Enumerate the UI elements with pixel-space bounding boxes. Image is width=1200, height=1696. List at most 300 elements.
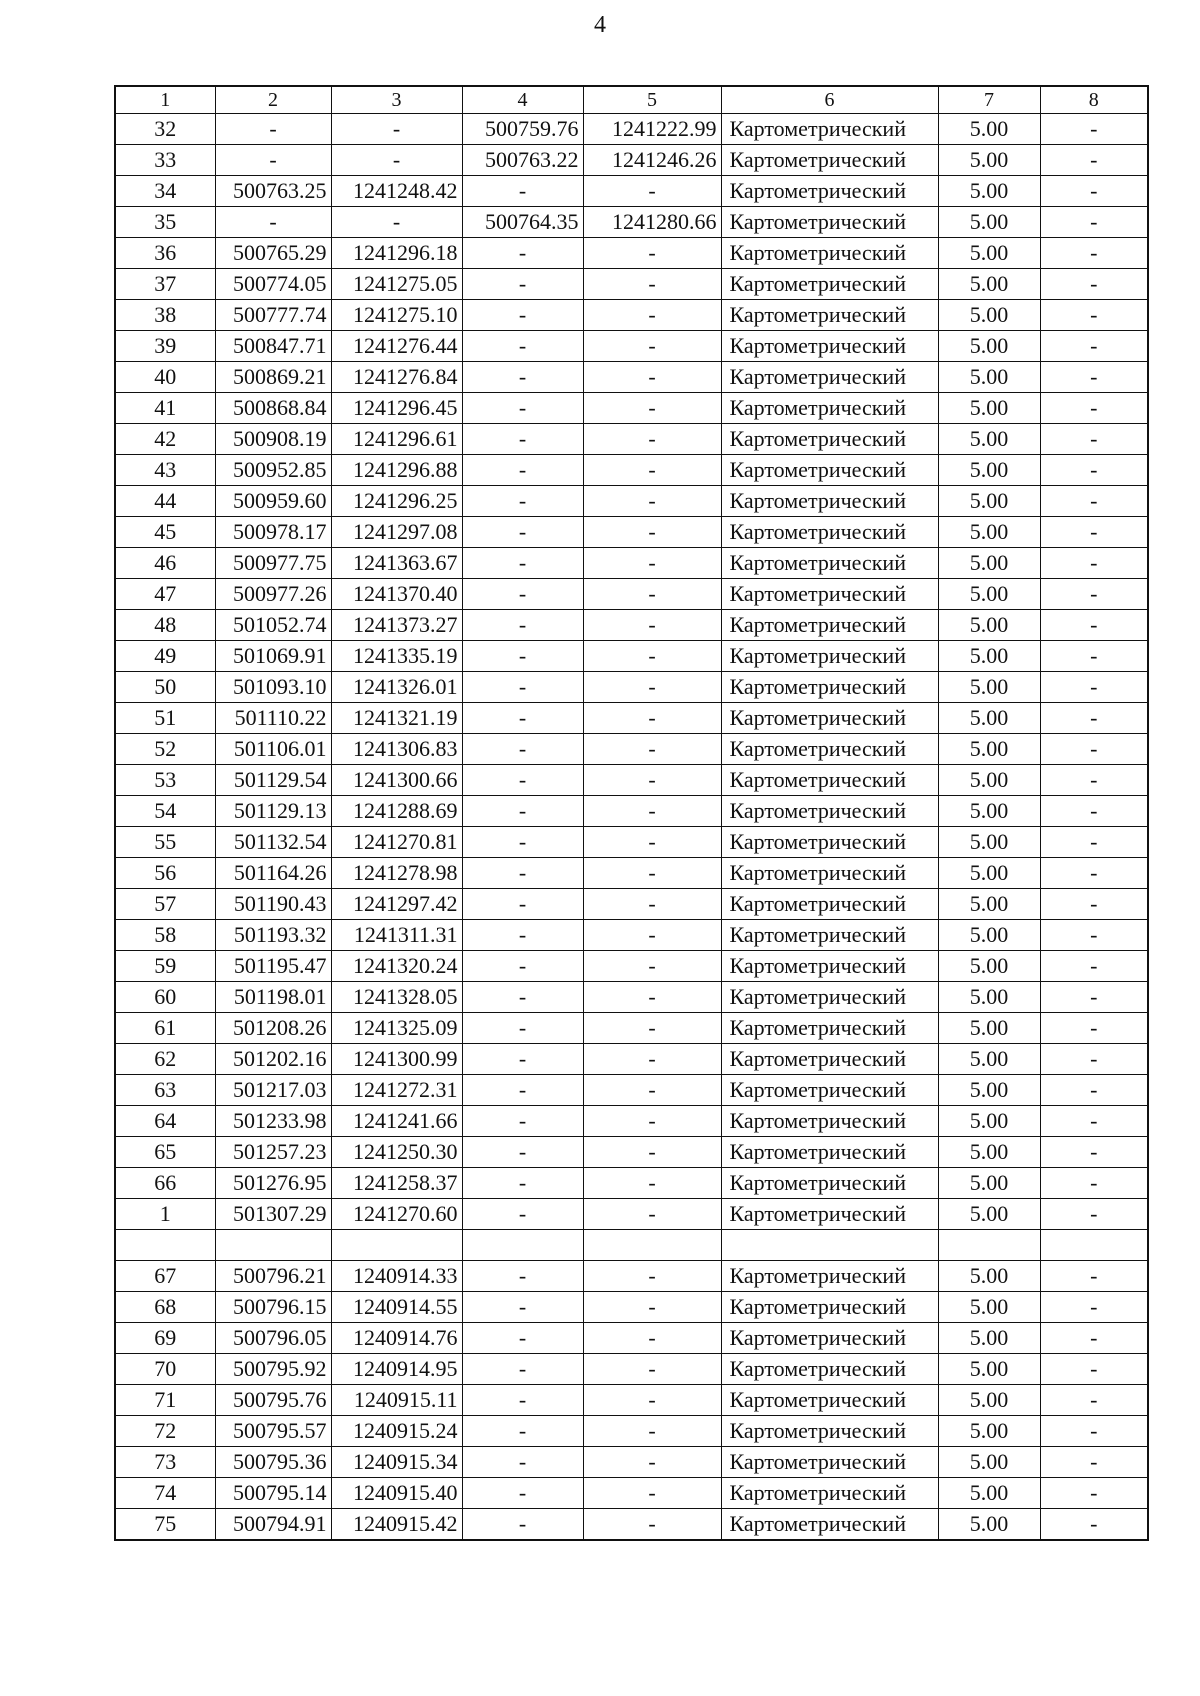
x-coord-cell: 501110.22 <box>215 703 331 734</box>
x-coord-cell: 500794.91 <box>215 1509 331 1541</box>
point-number-cell: 44 <box>115 486 215 517</box>
point-number-cell: 51 <box>115 703 215 734</box>
x-coord-cell: 500847.71 <box>215 331 331 362</box>
description-cell: - <box>1040 1261 1148 1292</box>
y-coord-cell: 1241335.19 <box>331 641 462 672</box>
page-number: 4 <box>594 12 606 38</box>
point-number-cell: 56 <box>115 858 215 889</box>
x-coord-cell: 500765.29 <box>215 238 331 269</box>
method-cell: Картометрический <box>721 114 938 145</box>
point-number-cell: 1 <box>115 1199 215 1230</box>
x-coord-alt-cell: - <box>462 1013 583 1044</box>
description-cell: - <box>1040 1416 1148 1447</box>
x-coord-alt-cell: - <box>462 1416 583 1447</box>
accuracy-cell: 5.00 <box>938 300 1040 331</box>
description-cell: - <box>1040 1013 1148 1044</box>
x-coord-cell: 501198.01 <box>215 982 331 1013</box>
y-coord-cell: 1241270.81 <box>331 827 462 858</box>
y-coord-alt-cell: - <box>583 517 721 548</box>
table-row <box>115 1447 1148 1478</box>
x-coord-cell: 501132.54 <box>215 827 331 858</box>
x-coord-cell: 501307.29 <box>215 1199 331 1230</box>
x-coord-alt-cell: - <box>462 579 583 610</box>
y-coord-cell: 1241297.42 <box>331 889 462 920</box>
y-coord-cell: 1241276.44 <box>331 331 462 362</box>
x-coord-cell: 501093.10 <box>215 672 331 703</box>
accuracy-cell: 5.00 <box>938 1137 1040 1168</box>
accuracy-cell: 5.00 <box>938 238 1040 269</box>
accuracy-cell: 5.00 <box>938 1075 1040 1106</box>
x-coord-cell: 501233.98 <box>215 1106 331 1137</box>
x-coord-alt-cell: - <box>462 982 583 1013</box>
y-coord-alt-cell: - <box>583 1199 721 1230</box>
column-header: 2 <box>215 86 331 114</box>
table-row <box>115 1013 1148 1044</box>
point-number-cell: 33 <box>115 145 215 176</box>
y-coord-cell: 1241370.40 <box>331 579 462 610</box>
x-coord-cell: - <box>215 114 331 145</box>
method-cell: Картометрический <box>721 672 938 703</box>
point-number-cell: 71 <box>115 1385 215 1416</box>
y-coord-alt-cell: - <box>583 1075 721 1106</box>
x-coord-alt-cell: - <box>462 362 583 393</box>
method-cell: Картометрический <box>721 207 938 238</box>
table-row <box>115 548 1148 579</box>
accuracy-cell: 5.00 <box>938 827 1040 858</box>
table-row <box>115 1168 1148 1199</box>
description-cell: - <box>1040 1292 1148 1323</box>
point-number-cell: 60 <box>115 982 215 1013</box>
table-row <box>115 889 1148 920</box>
y-coord-alt-cell: - <box>583 1013 721 1044</box>
column-header: 6 <box>721 86 938 114</box>
table-row <box>115 765 1148 796</box>
x-coord-alt-cell: - <box>462 641 583 672</box>
table-row <box>115 703 1148 734</box>
x-coord-alt-cell: - <box>462 1323 583 1354</box>
description-cell: - <box>1040 424 1148 455</box>
point-number-cell: 50 <box>115 672 215 703</box>
y-coord-alt-cell: - <box>583 393 721 424</box>
y-coord-alt-cell: 1241222.99 <box>583 114 721 145</box>
table-body <box>115 86 1148 1540</box>
x-coord-alt-cell: - <box>462 920 583 951</box>
y-coord-alt-cell <box>583 1230 721 1261</box>
y-coord-cell: 1241311.31 <box>331 920 462 951</box>
method-cell: Картометрический <box>721 1106 938 1137</box>
description-cell: - <box>1040 765 1148 796</box>
y-coord-alt-cell: - <box>583 579 721 610</box>
table-row <box>115 1137 1148 1168</box>
accuracy-cell: 5.00 <box>938 176 1040 207</box>
y-coord-alt-cell: - <box>583 703 721 734</box>
accuracy-cell: 5.00 <box>938 1509 1040 1541</box>
table-row <box>115 362 1148 393</box>
table-row <box>115 1075 1148 1106</box>
y-coord-cell: 1241320.24 <box>331 951 462 982</box>
accuracy-cell: 5.00 <box>938 486 1040 517</box>
accuracy-cell: 5.00 <box>938 1013 1040 1044</box>
y-coord-alt-cell: - <box>583 1478 721 1509</box>
x-coord-alt-cell: - <box>462 672 583 703</box>
y-coord-cell: 1240914.33 <box>331 1261 462 1292</box>
point-number-cell: 54 <box>115 796 215 827</box>
description-cell: - <box>1040 114 1148 145</box>
method-cell: Картометрический <box>721 579 938 610</box>
x-coord-alt-cell: - <box>462 796 583 827</box>
x-coord-alt-cell <box>462 1230 583 1261</box>
y-coord-alt-cell: - <box>583 796 721 827</box>
method-cell: Картометрический <box>721 238 938 269</box>
method-cell: Картометрический <box>721 1199 938 1230</box>
x-coord-alt-cell: - <box>462 1354 583 1385</box>
description-cell: - <box>1040 1323 1148 1354</box>
y-coord-alt-cell: - <box>583 1168 721 1199</box>
description-cell: - <box>1040 610 1148 641</box>
point-number-cell: 58 <box>115 920 215 951</box>
x-coord-alt-cell: - <box>462 1137 583 1168</box>
x-coord-cell: 500796.15 <box>215 1292 331 1323</box>
table-row <box>115 238 1148 269</box>
x-coord-alt-cell: - <box>462 951 583 982</box>
table-row <box>115 982 1148 1013</box>
description-cell: - <box>1040 951 1148 982</box>
point-number-cell: 70 <box>115 1354 215 1385</box>
point-number-cell: 65 <box>115 1137 215 1168</box>
x-coord-alt-cell: 500759.76 <box>462 114 583 145</box>
point-number-cell: 74 <box>115 1478 215 1509</box>
x-coord-cell: 500977.26 <box>215 579 331 610</box>
y-coord-alt-cell: - <box>583 982 721 1013</box>
x-coord-cell: 501129.13 <box>215 796 331 827</box>
x-coord-cell: 500978.17 <box>215 517 331 548</box>
y-coord-cell: - <box>331 114 462 145</box>
x-coord-alt-cell: - <box>462 1106 583 1137</box>
y-coord-cell: 1241275.05 <box>331 269 462 300</box>
y-coord-alt-cell: - <box>583 300 721 331</box>
y-coord-alt-cell: - <box>583 1106 721 1137</box>
x-coord-alt-cell: 500764.35 <box>462 207 583 238</box>
y-coord-cell: 1240915.40 <box>331 1478 462 1509</box>
x-coord-cell: - <box>215 207 331 238</box>
x-coord-alt-cell: - <box>462 1447 583 1478</box>
method-cell: Картометрический <box>721 1168 938 1199</box>
y-coord-alt-cell: - <box>583 238 721 269</box>
y-coord-cell: 1240915.34 <box>331 1447 462 1478</box>
table-row <box>115 486 1148 517</box>
method-cell: Картометрический <box>721 1137 938 1168</box>
x-coord-alt-cell: - <box>462 300 583 331</box>
description-cell: - <box>1040 703 1148 734</box>
description-cell: - <box>1040 1075 1148 1106</box>
method-cell: Картометрический <box>721 1323 938 1354</box>
method-cell: Картометрический <box>721 1044 938 1075</box>
description-cell: - <box>1040 920 1148 951</box>
y-coord-cell: 1241328.05 <box>331 982 462 1013</box>
accuracy-cell: 5.00 <box>938 920 1040 951</box>
accuracy-cell: 5.00 <box>938 734 1040 765</box>
column-header: 4 <box>462 86 583 114</box>
y-coord-cell: 1240914.76 <box>331 1323 462 1354</box>
y-coord-cell: 1241297.08 <box>331 517 462 548</box>
x-coord-alt-cell: - <box>462 1168 583 1199</box>
accuracy-cell: 5.00 <box>938 548 1040 579</box>
point-number-cell: 75 <box>115 1509 215 1541</box>
x-coord-alt-cell: - <box>462 393 583 424</box>
accuracy-cell: 5.00 <box>938 1261 1040 1292</box>
accuracy-cell: 5.00 <box>938 982 1040 1013</box>
x-coord-cell: 500763.25 <box>215 176 331 207</box>
method-cell: Картометрический <box>721 796 938 827</box>
method-cell: Картометрический <box>721 548 938 579</box>
method-cell: Картометрический <box>721 424 938 455</box>
method-cell: Картометрический <box>721 610 938 641</box>
table-row <box>115 951 1148 982</box>
description-cell: - <box>1040 1044 1148 1075</box>
y-coord-alt-cell: - <box>583 1044 721 1075</box>
x-coord-cell: 501193.32 <box>215 920 331 951</box>
point-number-cell: 68 <box>115 1292 215 1323</box>
y-coord-cell: 1241248.42 <box>331 176 462 207</box>
accuracy-cell: 5.00 <box>938 269 1040 300</box>
x-coord-alt-cell: - <box>462 238 583 269</box>
x-coord-alt-cell: - <box>462 827 583 858</box>
table-row <box>115 269 1148 300</box>
x-coord-alt-cell: - <box>462 610 583 641</box>
table-row <box>115 641 1148 672</box>
accuracy-cell: 5.00 <box>938 1354 1040 1385</box>
method-cell: Картометрический <box>721 393 938 424</box>
description-cell: - <box>1040 1509 1148 1541</box>
table-row <box>115 672 1148 703</box>
x-coord-cell: 501276.95 <box>215 1168 331 1199</box>
description-cell: - <box>1040 641 1148 672</box>
x-coord-cell: 500977.75 <box>215 548 331 579</box>
y-coord-cell: 1240914.55 <box>331 1292 462 1323</box>
point-number-cell: 69 <box>115 1323 215 1354</box>
description-cell: - <box>1040 982 1148 1013</box>
description-cell: - <box>1040 889 1148 920</box>
accuracy-cell: 5.00 <box>938 1478 1040 1509</box>
y-coord-cell: 1241296.61 <box>331 424 462 455</box>
x-coord-cell: 500908.19 <box>215 424 331 455</box>
y-coord-alt-cell: - <box>583 1292 721 1323</box>
accuracy-cell: 5.00 <box>938 1044 1040 1075</box>
accuracy-cell: 5.00 <box>938 796 1040 827</box>
y-coord-alt-cell: - <box>583 176 721 207</box>
description-cell: - <box>1040 579 1148 610</box>
point-number-cell: 40 <box>115 362 215 393</box>
y-coord-cell: 1241275.10 <box>331 300 462 331</box>
point-number-cell: 63 <box>115 1075 215 1106</box>
description-cell: - <box>1040 486 1148 517</box>
column-header: 3 <box>331 86 462 114</box>
description-cell: - <box>1040 1447 1148 1478</box>
point-number-cell: 53 <box>115 765 215 796</box>
y-coord-alt-cell: - <box>583 362 721 393</box>
x-coord-alt-cell: - <box>462 517 583 548</box>
description-cell: - <box>1040 672 1148 703</box>
method-cell: Картометрический <box>721 889 938 920</box>
x-coord-cell: 500774.05 <box>215 269 331 300</box>
method-cell: Картометрический <box>721 455 938 486</box>
x-coord-alt-cell: - <box>462 1199 583 1230</box>
description-cell: - <box>1040 858 1148 889</box>
y-coord-alt-cell: - <box>583 951 721 982</box>
x-coord-cell: 500868.84 <box>215 393 331 424</box>
accuracy-cell: 5.00 <box>938 424 1040 455</box>
point-number-cell: 55 <box>115 827 215 858</box>
accuracy-cell: 5.00 <box>938 1416 1040 1447</box>
table-row <box>115 734 1148 765</box>
x-coord-alt-cell: - <box>462 548 583 579</box>
accuracy-cell: 5.00 <box>938 703 1040 734</box>
y-coord-cell: 1241325.09 <box>331 1013 462 1044</box>
method-cell: Картометрический <box>721 858 938 889</box>
x-coord-alt-cell: - <box>462 176 583 207</box>
point-number-cell: 43 <box>115 455 215 486</box>
x-coord-cell: 500795.57 <box>215 1416 331 1447</box>
method-cell: Картометрический <box>721 486 938 517</box>
point-number-cell: 37 <box>115 269 215 300</box>
y-coord-cell: 1241270.60 <box>331 1199 462 1230</box>
point-number-cell: 67 <box>115 1261 215 1292</box>
description-cell: - <box>1040 517 1148 548</box>
y-coord-cell: - <box>331 145 462 176</box>
x-coord-alt-cell: - <box>462 269 583 300</box>
x-coord-alt-cell: 500763.22 <box>462 145 583 176</box>
accuracy-cell: 5.00 <box>938 393 1040 424</box>
y-coord-alt-cell: - <box>583 486 721 517</box>
point-number-cell: 35 <box>115 207 215 238</box>
method-cell: Картометрический <box>721 362 938 393</box>
y-coord-cell: 1241272.31 <box>331 1075 462 1106</box>
accuracy-cell: 5.00 <box>938 1168 1040 1199</box>
x-coord-alt-cell: - <box>462 331 583 362</box>
point-number-cell <box>115 1230 215 1261</box>
accuracy-cell: 5.00 <box>938 1447 1040 1478</box>
y-coord-alt-cell: - <box>583 1354 721 1385</box>
y-coord-alt-cell: - <box>583 424 721 455</box>
point-number-cell: 46 <box>115 548 215 579</box>
method-cell: Картометрический <box>721 920 938 951</box>
table-row <box>115 455 1148 486</box>
y-coord-cell: 1240915.24 <box>331 1416 462 1447</box>
y-coord-alt-cell: - <box>583 610 721 641</box>
description-cell: - <box>1040 300 1148 331</box>
point-number-cell: 52 <box>115 734 215 765</box>
x-coord-cell <box>215 1230 331 1261</box>
y-coord-alt-cell: - <box>583 548 721 579</box>
table-row <box>115 920 1148 951</box>
table-row <box>115 300 1148 331</box>
y-coord-cell: 1241241.66 <box>331 1106 462 1137</box>
accuracy-cell: 5.00 <box>938 207 1040 238</box>
accuracy-cell: 5.00 <box>938 1385 1040 1416</box>
accuracy-cell: 5.00 <box>938 1106 1040 1137</box>
accuracy-cell: 5.00 <box>938 1292 1040 1323</box>
method-cell: Картометрический <box>721 517 938 548</box>
method-cell: Картометрический <box>721 331 938 362</box>
method-cell: Картометрический <box>721 300 938 331</box>
x-coord-cell: 501069.91 <box>215 641 331 672</box>
table-row <box>115 517 1148 548</box>
x-coord-cell: 500959.60 <box>215 486 331 517</box>
table-row <box>115 331 1148 362</box>
y-coord-alt-cell: 1241280.66 <box>583 207 721 238</box>
method-cell: Картометрический <box>721 765 938 796</box>
accuracy-cell: 5.00 <box>938 114 1040 145</box>
description-cell <box>1040 1230 1148 1261</box>
y-coord-alt-cell: - <box>583 858 721 889</box>
x-coord-cell: 500777.74 <box>215 300 331 331</box>
accuracy-cell: 5.00 <box>938 672 1040 703</box>
accuracy-cell: 5.00 <box>938 362 1040 393</box>
x-coord-alt-cell: - <box>462 455 583 486</box>
table-row <box>115 1106 1148 1137</box>
y-coord-cell: 1241278.98 <box>331 858 462 889</box>
coordinates-table <box>114 85 1149 1541</box>
point-number-cell: 73 <box>115 1447 215 1478</box>
x-coord-cell: 501208.26 <box>215 1013 331 1044</box>
y-coord-alt-cell: - <box>583 1137 721 1168</box>
accuracy-cell: 5.00 <box>938 951 1040 982</box>
accuracy-cell: 5.00 <box>938 331 1040 362</box>
description-cell: - <box>1040 455 1148 486</box>
table-row <box>115 114 1148 145</box>
method-cell: Картометрический <box>721 145 938 176</box>
x-coord-cell: 500869.21 <box>215 362 331 393</box>
method-cell: Картометрический <box>721 734 938 765</box>
point-number-cell: 66 <box>115 1168 215 1199</box>
method-cell: Картометрический <box>721 1292 938 1323</box>
point-number-cell: 36 <box>115 238 215 269</box>
x-coord-alt-cell: - <box>462 424 583 455</box>
accuracy-cell: 5.00 <box>938 1323 1040 1354</box>
method-cell: Картометрический <box>721 641 938 672</box>
y-coord-cell: 1241296.18 <box>331 238 462 269</box>
y-coord-alt-cell: - <box>583 765 721 796</box>
x-coord-alt-cell: - <box>462 1044 583 1075</box>
description-cell: - <box>1040 1478 1148 1509</box>
accuracy-cell: 5.00 <box>938 579 1040 610</box>
y-coord-cell: 1241326.01 <box>331 672 462 703</box>
point-number-cell: 34 <box>115 176 215 207</box>
table-row <box>115 827 1148 858</box>
y-coord-alt-cell: - <box>583 1261 721 1292</box>
x-coord-cell: 501106.01 <box>215 734 331 765</box>
method-cell: Картометрический <box>721 269 938 300</box>
x-coord-cell: 501190.43 <box>215 889 331 920</box>
table-row <box>115 424 1148 455</box>
method-cell: Картометрический <box>721 1075 938 1106</box>
table-row <box>115 579 1148 610</box>
table-row <box>115 1261 1148 1292</box>
table-row <box>115 176 1148 207</box>
description-cell: - <box>1040 238 1148 269</box>
accuracy-cell: 5.00 <box>938 517 1040 548</box>
table-row <box>115 1354 1148 1385</box>
point-number-cell: 47 <box>115 579 215 610</box>
table-row <box>115 145 1148 176</box>
accuracy-cell: 5.00 <box>938 455 1040 486</box>
y-coord-cell: 1241296.25 <box>331 486 462 517</box>
description-cell: - <box>1040 1354 1148 1385</box>
description-cell: - <box>1040 1168 1148 1199</box>
y-coord-cell: 1241258.37 <box>331 1168 462 1199</box>
column-header: 1 <box>115 86 215 114</box>
y-coord-cell: 1241250.30 <box>331 1137 462 1168</box>
